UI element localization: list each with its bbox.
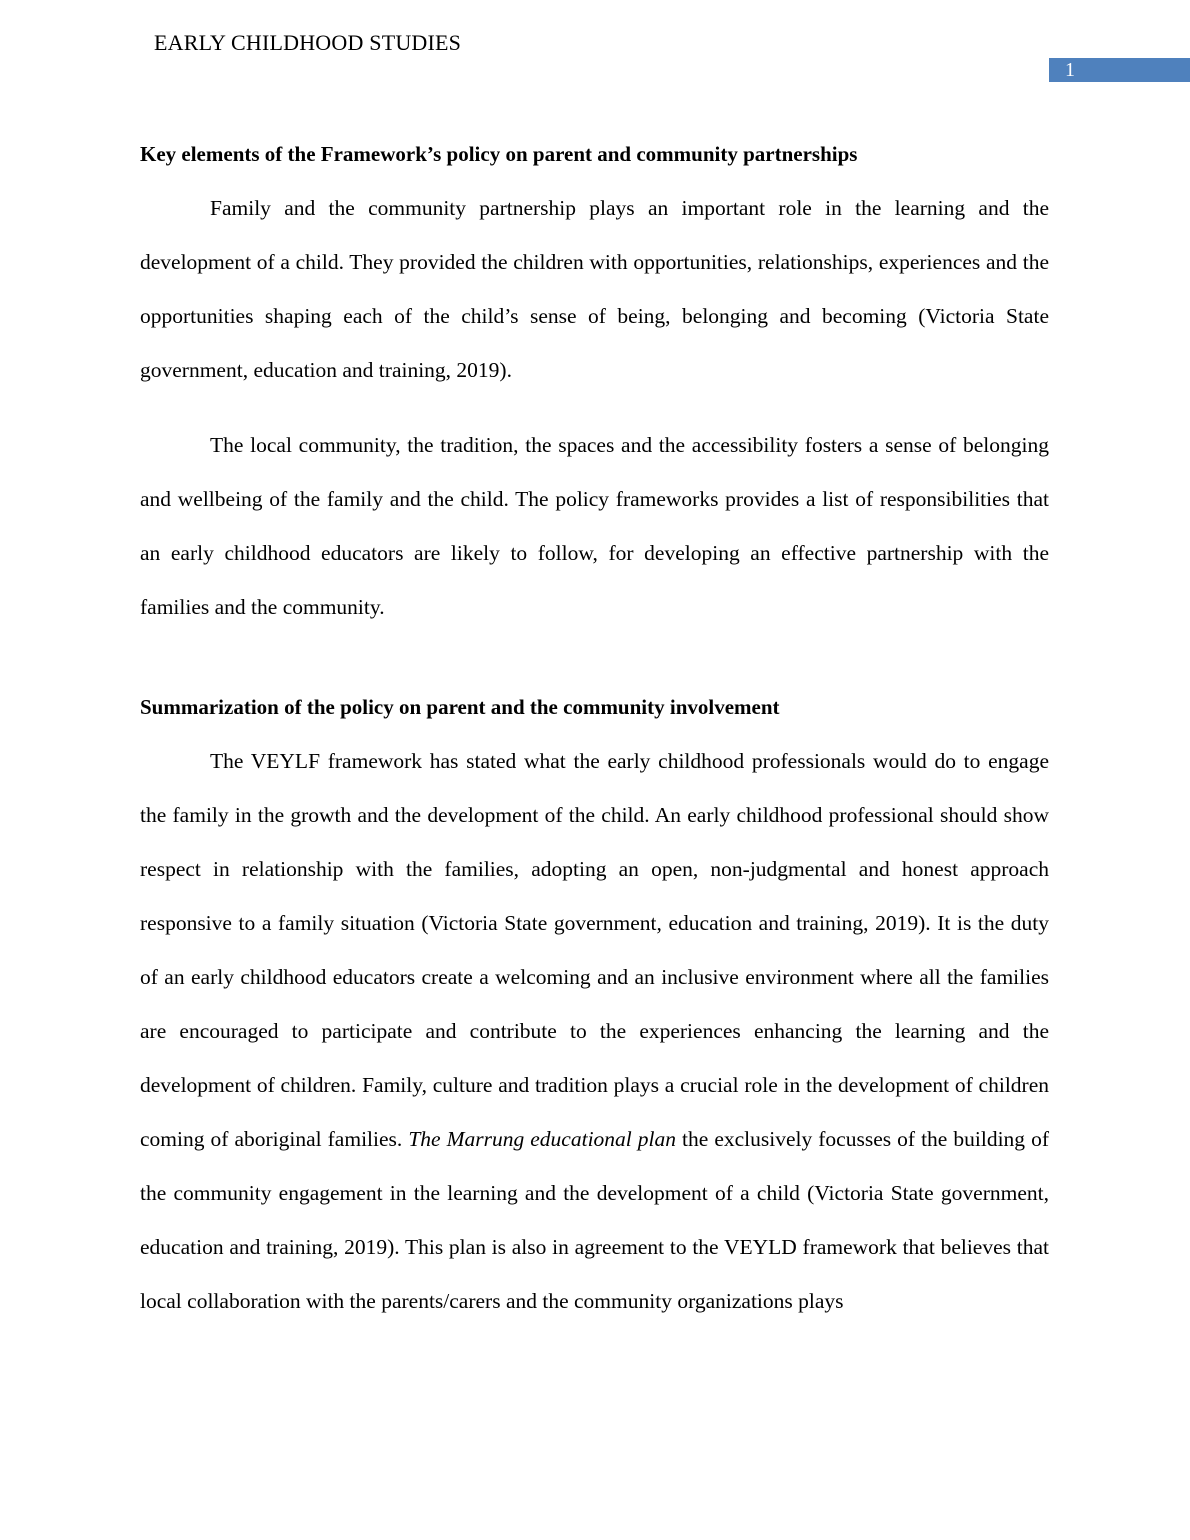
page-number: 1 [1065,59,1075,81]
paragraph-local-community: The local community, the tradition, the spaces and the accessibility fosters a sense of belonging and wellbeing of the family and the child. The policy frameworks provides a list of responsibilities that an early childhood educators are likely to follow, for developing an effective partnership with the families and the community. [140,433,1049,619]
paragraph-text-part: The VEYLF framework has stated what the early childhood professionals would do to engage the family in the growth and the development of the child. An early childhood professional should show respect in relationship with the families, adopting an open, non-judgmental and honest approach responsive to a family situation (Victoria State government, education and training, 2019). It is the duty of an early childhood educators create a welcoming and an inclusive environment where all the families are encouraged to participate and contribute to the experiences enhancing the learning and the development of children. Family, culture and tradition plays a crucial role in the development of children coming of aboriginal families. [140,749,1049,1151]
paragraph-veylf-framework [140,734,1049,1328]
section-heading-key-elements: Key elements of the Framework’s policy on parent and community partnerships [140,142,858,166]
section-heading-summarization: Summarization of the policy on parent and the community involvement [140,695,780,719]
plan-title-italic: The Marrung educational plan [408,1127,677,1151]
running-head: EARLY CHILDHOOD STUDIES [154,30,462,55]
paragraph-family-partnership: Family and the community partnership plays an important role in the learning and the development of a child. They provided the children with opportunities, relationships, experiences and the opportunities shaping each of the child’s sense of being, belonging and becoming (Victoria State government, education and training, 2019). [140,196,1049,382]
paragraph-text-part: the exclusively focusses of the building of the community engagement in the learning and the development of a child (Victoria State government, education and training, 2019). This plan is also in agreement to the VEYLD framework that believes that local collaboration with the parents/carers and the community organizations plays [140,1127,1049,1313]
page-number-badge [1049,58,1190,82]
